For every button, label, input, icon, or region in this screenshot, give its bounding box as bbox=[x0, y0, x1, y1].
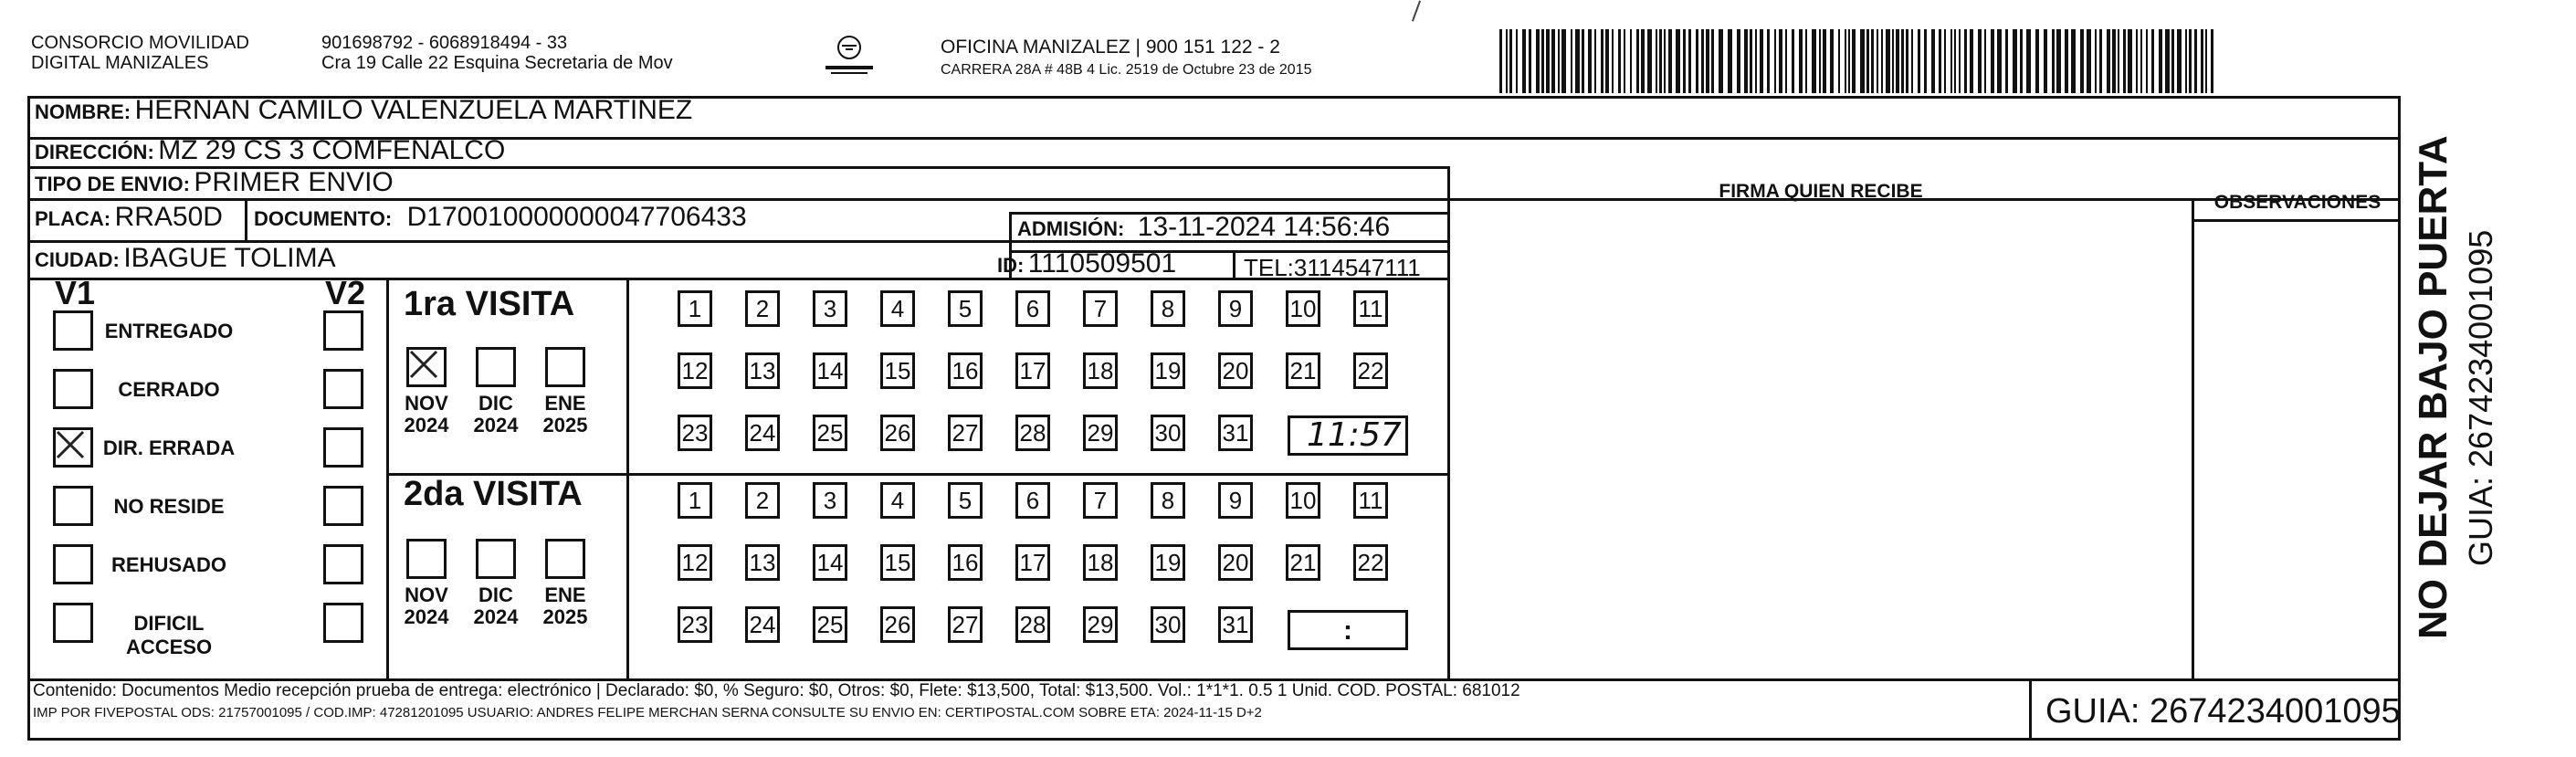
day-box[interactable]: 30 bbox=[1151, 606, 1185, 643]
status-checkbox-v2[interactable] bbox=[323, 544, 363, 584]
day-box[interactable]: 21 bbox=[1286, 544, 1320, 581]
month-label bbox=[540, 393, 591, 436]
barcode-bar bbox=[1641, 29, 1645, 93]
barcode-bar bbox=[1618, 29, 1621, 93]
day-box[interactable]: 7 bbox=[1083, 290, 1118, 327]
barcode-bar bbox=[2071, 29, 2076, 93]
barcode-bar bbox=[1997, 29, 2002, 93]
day-box[interactable]: 2 bbox=[745, 290, 780, 327]
company-contact bbox=[321, 33, 673, 73]
tel-field bbox=[1244, 254, 1421, 282]
barcode-bar bbox=[2107, 29, 2110, 93]
day-box[interactable]: 6 bbox=[1015, 482, 1050, 519]
placa-value: RRA50D bbox=[114, 202, 223, 232]
status-checkbox-v2[interactable] bbox=[323, 486, 363, 526]
barcode-bar bbox=[1664, 29, 1666, 93]
company-phones: 901698792 - 6068918494 - 33 bbox=[321, 33, 568, 53]
day-box[interactable]: 14 bbox=[813, 352, 847, 389]
barcode-bar bbox=[1571, 29, 1572, 93]
day-box[interactable]: 4 bbox=[880, 482, 915, 519]
month-year: 2025 bbox=[542, 605, 588, 628]
day-box[interactable]: 9 bbox=[1218, 290, 1253, 327]
barcode-bar bbox=[1506, 29, 1508, 93]
day-box[interactable]: 29 bbox=[1083, 606, 1118, 643]
day-box[interactable]: 5 bbox=[948, 290, 983, 327]
month-year: 2024 bbox=[404, 605, 449, 628]
status-checkbox-v1[interactable] bbox=[53, 427, 93, 468]
barcode-bar bbox=[1594, 29, 1596, 93]
barcode-bar bbox=[1647, 29, 1652, 93]
month-checkbox[interactable] bbox=[476, 347, 516, 387]
barcode-bar bbox=[2185, 29, 2187, 93]
footer-content: Contenido: Documentos Medio recepción prueba de entrega: electrónico | Declarado: $0, % Seguro: $0, Otros: $0, Flete: $13,500, Total: $13,500. Vol.: 1*1*1. 0.5 1 Unid. COD. POSTAL: 681012 bbox=[33, 681, 1520, 700]
barcode-bar bbox=[2189, 29, 2192, 93]
barcode-bar bbox=[1830, 29, 1834, 93]
barcode-bar bbox=[1866, 29, 1869, 93]
day-box[interactable]: 15 bbox=[880, 352, 915, 389]
vertical-warning: NO DEJAR BAJO PUERTA bbox=[2411, 135, 2455, 639]
barcode-bar bbox=[1848, 29, 1850, 93]
documento-field bbox=[254, 202, 747, 233]
status-checkbox-v2[interactable] bbox=[323, 369, 363, 409]
barcode-bar bbox=[1529, 29, 1531, 93]
day-box[interactable]: 31 bbox=[1218, 415, 1253, 451]
barcode-bar bbox=[2044, 29, 2047, 93]
barcode-bar bbox=[1924, 29, 1927, 93]
day-box[interactable]: 20 bbox=[1218, 544, 1253, 581]
month-name: DIC bbox=[478, 584, 513, 606]
barcode-bar bbox=[1978, 29, 1982, 93]
barcode-bar bbox=[2099, 29, 2102, 93]
barcode-bar bbox=[1881, 29, 1883, 93]
id-value: 1110509501 bbox=[1027, 248, 1177, 279]
tel-value: 3114547111 bbox=[1293, 254, 1421, 281]
office-name: OFICINA MANIZALEZ | 900 151 122 - 2 bbox=[941, 37, 1280, 58]
barcode-bar bbox=[1612, 29, 1614, 93]
barcode-bar bbox=[1701, 29, 1704, 93]
barcode-bar bbox=[1536, 29, 1540, 93]
day-box[interactable]: 3 bbox=[813, 290, 847, 327]
day-box[interactable]: 31 bbox=[1218, 606, 1253, 643]
check-mark-icon bbox=[56, 447, 85, 463]
day-box[interactable]: 27 bbox=[948, 606, 983, 643]
barcode-bar bbox=[1785, 29, 1787, 93]
tipo-envio-label: TIPO DE ENVIO: bbox=[35, 173, 190, 195]
day-box[interactable]: 2 bbox=[745, 482, 780, 519]
day-box[interactable]: 12 bbox=[678, 352, 712, 389]
barcode-bar bbox=[2194, 29, 2197, 93]
barcode-bar bbox=[1688, 29, 1691, 93]
day-box[interactable]: 19 bbox=[1151, 544, 1185, 581]
day-box[interactable]: 13 bbox=[745, 544, 780, 581]
day-box[interactable]: 5 bbox=[948, 482, 983, 519]
barcode-bar bbox=[1546, 29, 1550, 93]
status-checkbox-v1[interactable] bbox=[53, 310, 93, 351]
barcode-bar bbox=[2140, 29, 2142, 93]
nombre-value: HERNAN CAMILO VALENZUELA MARTINEZ bbox=[134, 95, 693, 125]
barcode-bar bbox=[1984, 29, 1986, 93]
barcode-bar bbox=[2151, 29, 2154, 93]
status-checkbox-v2[interactable] bbox=[323, 427, 363, 468]
day-box[interactable]: 19 bbox=[1151, 352, 1185, 389]
footer-guia: GUIA: 2674234001095 bbox=[2045, 692, 2401, 731]
barcode-bar bbox=[1950, 29, 1952, 93]
barcode-bar bbox=[2123, 29, 2126, 93]
barcode-bar bbox=[2112, 29, 2116, 93]
month-label bbox=[401, 584, 452, 628]
barcode-bar bbox=[1582, 29, 1584, 93]
status-checkbox-v2[interactable] bbox=[323, 310, 363, 351]
month-checkbox[interactable] bbox=[406, 539, 447, 579]
day-box[interactable]: 16 bbox=[948, 352, 983, 389]
month-name: ENE bbox=[544, 392, 586, 415]
day-box[interactable]: 23 bbox=[678, 415, 712, 451]
barcode-bar bbox=[1509, 29, 1512, 93]
day-box[interactable]: 17 bbox=[1015, 544, 1050, 581]
barcode-bar bbox=[2159, 29, 2162, 93]
day-box[interactable]: 8 bbox=[1151, 290, 1185, 327]
barcode-bar bbox=[2128, 29, 2132, 93]
day-box[interactable]: 25 bbox=[813, 415, 847, 451]
status-label: CERRADO bbox=[118, 378, 220, 401]
barcode-bar bbox=[1683, 29, 1686, 93]
barcode-bar bbox=[1799, 29, 1803, 93]
barcode-bar bbox=[1892, 29, 1894, 93]
barcode-bar bbox=[1499, 29, 1502, 93]
barcode-bar bbox=[1755, 29, 1757, 93]
status-checkbox-v1[interactable] bbox=[53, 486, 93, 526]
day-box[interactable]: 23 bbox=[678, 606, 712, 643]
barcode-bar bbox=[2005, 29, 2008, 93]
barcode-bar bbox=[1516, 29, 1518, 93]
nombre-field bbox=[35, 95, 692, 126]
direccion-label: DIRECCIÓN: bbox=[35, 141, 154, 163]
day-box[interactable]: 10 bbox=[1286, 290, 1320, 327]
barcode-bar bbox=[1819, 29, 1821, 93]
barcode-bar bbox=[1964, 29, 1967, 93]
v1-header: V1 bbox=[55, 274, 96, 311]
barcode-bar bbox=[1656, 29, 1657, 93]
observaciones-area[interactable] bbox=[2196, 223, 2399, 676]
admision-field bbox=[1017, 212, 1390, 243]
company-line-2: DIGITAL MANIZALES bbox=[31, 53, 209, 73]
barcode-bar bbox=[1774, 29, 1776, 93]
day-box[interactable]: 29 bbox=[1083, 415, 1118, 451]
footer-print-info: IMP POR FIVEPOSTAL ODS: 21757001095 / COD.IMP: 47281201095 USUARIO: ANDRES FELIPE MERCHAN SERNA CONSULTE SU ENVIO EN: CERTIPOSTAL.COM SOBRE ETA: 2024-11-15 D+2 bbox=[33, 705, 1262, 720]
barcode-bar bbox=[1767, 29, 1770, 93]
barcode-bar bbox=[2087, 29, 2091, 93]
barcode-bar bbox=[1896, 29, 1899, 93]
day-box[interactable]: 26 bbox=[880, 415, 915, 451]
barcode-bar bbox=[1522, 29, 1526, 93]
day-box[interactable]: 24 bbox=[745, 415, 780, 451]
barcode-bar bbox=[2020, 29, 2023, 93]
month-checkbox[interactable] bbox=[545, 347, 585, 387]
barcode-bar bbox=[1805, 29, 1807, 93]
direccion-value: MZ 29 CS 3 COMFENALCO bbox=[158, 135, 506, 165]
barcode-bar bbox=[1750, 29, 1752, 93]
barcode-bar bbox=[2080, 29, 2084, 93]
month-label bbox=[540, 584, 591, 628]
day-box[interactable]: 17 bbox=[1015, 352, 1050, 389]
tel-label: TEL: bbox=[1244, 254, 1294, 281]
day-box[interactable]: 30 bbox=[1151, 415, 1185, 451]
id-label: ID: bbox=[997, 254, 1025, 277]
barcode-bar bbox=[2026, 29, 2031, 93]
day-box[interactable]: 16 bbox=[948, 544, 983, 581]
firma-header: FIRMA QUIEN RECIBE bbox=[1719, 181, 1923, 202]
day-box[interactable]: 18 bbox=[1083, 352, 1118, 389]
barcode-bar bbox=[1959, 29, 1961, 93]
day-box[interactable]: 8 bbox=[1151, 482, 1185, 519]
barcode-bar bbox=[1852, 29, 1856, 93]
barcode-bar bbox=[1696, 29, 1698, 93]
barcode-bar bbox=[1676, 29, 1680, 93]
barcode-bar bbox=[1845, 29, 1846, 93]
placa-label: PLACA: bbox=[35, 207, 111, 230]
day-box[interactable]: 27 bbox=[948, 415, 983, 451]
admision-label: ADMISIÓN: bbox=[1017, 217, 1125, 240]
day-box[interactable]: 22 bbox=[1353, 352, 1388, 389]
second-visit-time: : bbox=[1343, 615, 1352, 646]
month-label bbox=[470, 584, 521, 628]
barcode-bar bbox=[2065, 29, 2068, 93]
barcode-bar bbox=[1838, 29, 1840, 93]
day-box[interactable]: 25 bbox=[813, 606, 847, 643]
barcode-bar bbox=[2205, 29, 2207, 93]
barcode-bar bbox=[1954, 29, 1956, 93]
barcode-bar bbox=[2211, 29, 2213, 93]
ciudad-field bbox=[35, 243, 336, 274]
placa-field bbox=[35, 202, 223, 233]
barcode-bar bbox=[1944, 29, 1946, 93]
barcode-bar bbox=[1636, 29, 1639, 93]
month-checkbox[interactable] bbox=[406, 347, 447, 387]
first-visit-time: 11:57 bbox=[1307, 416, 1402, 454]
barcode-bar bbox=[1711, 29, 1714, 93]
barcode-bar bbox=[2013, 29, 2017, 93]
day-box[interactable]: 4 bbox=[880, 290, 915, 327]
status-checkbox-v1[interactable] bbox=[53, 603, 93, 643]
barcode-bar bbox=[1970, 29, 1973, 93]
month-year: 2025 bbox=[542, 414, 588, 436]
day-box[interactable]: 28 bbox=[1015, 415, 1050, 451]
company-line-1: CONSORCIO MOVILIDAD bbox=[31, 33, 249, 53]
barcode-bar bbox=[1760, 29, 1763, 93]
tipo-envio-value: PRIMER ENVIO bbox=[194, 167, 394, 197]
day-box[interactable]: 22 bbox=[1353, 544, 1388, 581]
second-visit-time-box[interactable] bbox=[1288, 610, 1408, 650]
day-box[interactable]: 10 bbox=[1286, 482, 1320, 519]
documento-label: DOCUMENTO: bbox=[254, 207, 393, 230]
barcode-bar bbox=[1860, 29, 1865, 93]
day-box[interactable]: 13 bbox=[745, 352, 780, 389]
day-box[interactable]: 7 bbox=[1083, 482, 1118, 519]
status-label: DIFICIL ACCESO bbox=[125, 612, 213, 658]
month-year: 2024 bbox=[473, 414, 519, 436]
barcode-bar bbox=[1588, 29, 1592, 93]
barcode-bar bbox=[1918, 29, 1920, 93]
day-box[interactable]: 18 bbox=[1083, 544, 1118, 581]
day-box[interactable]: 1 bbox=[678, 290, 712, 327]
status-label: REHUSADO bbox=[111, 553, 226, 576]
barcode-bar bbox=[1901, 29, 1904, 93]
barcode-bar bbox=[2056, 29, 2061, 93]
barcode-bar bbox=[2118, 29, 2119, 93]
barcode-bar bbox=[1668, 29, 1672, 93]
barcode-bar bbox=[2165, 29, 2170, 93]
barcode-bar bbox=[2171, 29, 2174, 93]
day-box[interactable]: 3 bbox=[813, 482, 847, 519]
barcode-bar bbox=[1886, 29, 1890, 93]
id-field bbox=[997, 248, 1176, 279]
month-year: 2024 bbox=[473, 605, 519, 628]
month-label bbox=[401, 393, 452, 436]
barcode bbox=[1499, 29, 2219, 93]
barcode-bar bbox=[1939, 29, 1941, 93]
day-box[interactable]: 9 bbox=[1218, 482, 1253, 519]
barcode-bar bbox=[2035, 29, 2039, 93]
barcode-bar bbox=[2177, 29, 2182, 93]
month-name: DIC bbox=[478, 392, 513, 415]
day-box[interactable]: 1 bbox=[678, 482, 712, 519]
barcode-bar bbox=[1605, 29, 1609, 93]
tipo-envio-field bbox=[35, 167, 394, 198]
barcode-bar bbox=[1728, 29, 1732, 93]
ciudad-label: CIUDAD: bbox=[35, 248, 120, 271]
company-name bbox=[31, 33, 249, 73]
barcode-bar bbox=[1737, 29, 1740, 93]
day-box[interactable]: 6 bbox=[1015, 290, 1050, 327]
day-box[interactable]: 11 bbox=[1353, 482, 1388, 519]
barcode-bar bbox=[2201, 29, 2203, 93]
barcode-bar bbox=[2146, 29, 2148, 93]
vertical-guia: GUIA: 2674234001095 bbox=[2462, 229, 2499, 566]
month-year: 2024 bbox=[404, 414, 449, 436]
status-label: ENTREGADO bbox=[104, 320, 234, 342]
barcode-bar bbox=[1601, 29, 1603, 93]
barcode-bar bbox=[2052, 29, 2055, 93]
certipostal-logo bbox=[822, 33, 877, 79]
barcode-bar bbox=[1659, 29, 1662, 93]
barcode-bar bbox=[1871, 29, 1874, 93]
status-label: NO RESIDE bbox=[113, 495, 225, 518]
nombre-label: NOMBRE: bbox=[35, 100, 131, 123]
barcode-bar bbox=[1561, 29, 1566, 93]
first-visit-time-box[interactable] bbox=[1288, 415, 1408, 456]
barcode-bar bbox=[1823, 29, 1826, 93]
signature-area[interactable] bbox=[1452, 223, 2190, 676]
barcode-bar bbox=[1779, 29, 1782, 93]
barcode-bar bbox=[1877, 29, 1878, 93]
barcode-bar bbox=[1812, 29, 1816, 93]
barcode-bar bbox=[1911, 29, 1913, 93]
first-visit-title: 1ra VISITA bbox=[404, 285, 575, 323]
barcode-bar bbox=[1991, 29, 1994, 93]
month-checkbox[interactable] bbox=[545, 539, 585, 579]
barcode-bar bbox=[1541, 29, 1544, 93]
observaciones-header: OBSERVACIONES bbox=[2213, 192, 2381, 213]
barcode-bar bbox=[1931, 29, 1935, 93]
barcode-bar bbox=[1624, 29, 1625, 93]
ciudad-value: IBAGUE TOLIMA bbox=[123, 243, 336, 273]
barcode-bar bbox=[2095, 29, 2097, 93]
day-box[interactable]: 15 bbox=[880, 544, 915, 581]
month-label bbox=[470, 393, 521, 436]
direccion-field bbox=[35, 135, 505, 166]
month-name: NOV bbox=[405, 392, 448, 415]
barcode-bar bbox=[1719, 29, 1723, 93]
day-box[interactable]: 21 bbox=[1286, 352, 1320, 389]
month-name: NOV bbox=[405, 584, 448, 606]
barcode-bar bbox=[1744, 29, 1748, 93]
day-box[interactable]: 20 bbox=[1218, 352, 1253, 389]
day-box[interactable]: 24 bbox=[745, 606, 780, 643]
day-box[interactable]: 28 bbox=[1015, 606, 1050, 643]
day-box[interactable]: 11 bbox=[1353, 290, 1388, 327]
status-checkbox-v1[interactable] bbox=[53, 544, 93, 584]
day-box[interactable]: 14 bbox=[813, 544, 847, 581]
barcode-bar bbox=[1706, 29, 1709, 93]
status-checkbox-v1[interactable] bbox=[53, 369, 93, 409]
barcode-bar bbox=[1906, 29, 1908, 93]
v2-header: V2 bbox=[325, 274, 366, 311]
office-info bbox=[941, 37, 1312, 79]
barcode-bar bbox=[1551, 29, 1555, 93]
second-visit-title: 2da VISITA bbox=[404, 475, 583, 513]
barcode-bar bbox=[1575, 29, 1580, 93]
status-label: DIR. ERRADA bbox=[102, 436, 236, 459]
day-box[interactable]: 26 bbox=[880, 606, 915, 643]
barcode-bar bbox=[1630, 29, 1632, 93]
pen-mark bbox=[1412, 0, 1421, 21]
admision-value: 13-11-2024 14:56:46 bbox=[1137, 212, 1391, 242]
month-name: ENE bbox=[544, 584, 586, 606]
status-checkbox-v2[interactable] bbox=[323, 603, 363, 643]
office-address: CARRERA 28A # 48B 4 Lic. 2519 de Octubre 23 de 2015 bbox=[941, 62, 1312, 78]
barcode-bar bbox=[2136, 29, 2138, 93]
documento-value: D170010000000047706433 bbox=[406, 202, 747, 232]
check-mark-icon bbox=[409, 367, 438, 383]
month-checkbox[interactable] bbox=[476, 539, 516, 579]
day-box[interactable]: 12 bbox=[678, 544, 712, 581]
company-address: Cra 19 Calle 22 Esquina Secretaria de Mov bbox=[321, 53, 673, 73]
barcode-bar bbox=[1558, 29, 1560, 93]
barcode-bar bbox=[1792, 29, 1794, 93]
